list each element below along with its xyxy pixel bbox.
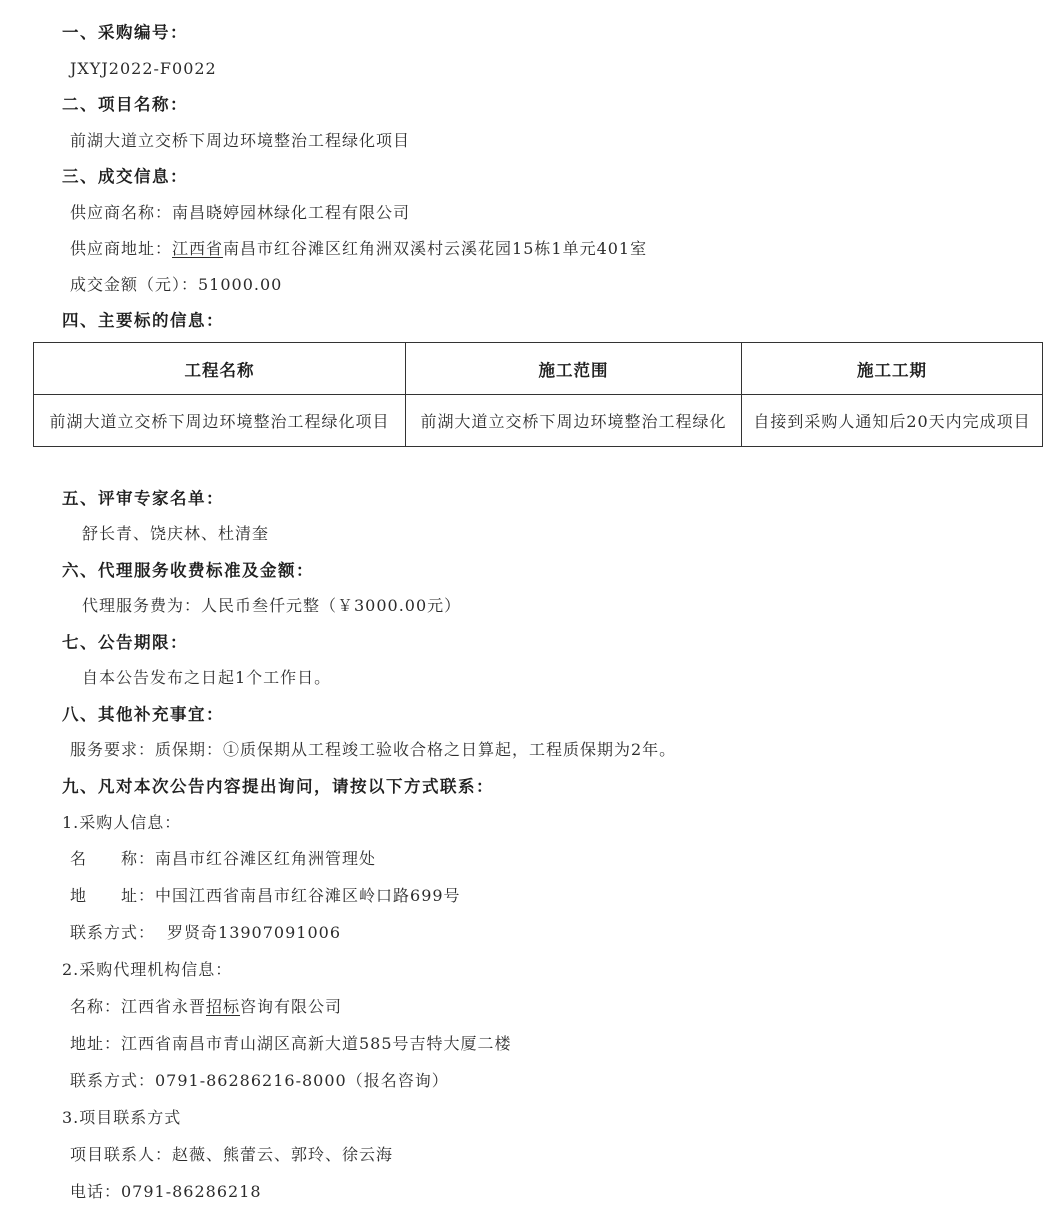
supplier-name-label: 供应商名称： <box>70 203 173 222</box>
purchaser-name-line <box>70 848 376 870</box>
section-3-title: 三、成交信息： <box>62 167 188 186</box>
project-contact-people: 项目联系人：赵薇、熊蕾云、郭玲、徐云海 <box>70 1145 394 1164</box>
supplier-address-province: 江西省 <box>172 239 224 258</box>
section-7-title: 七、公告期限： <box>62 633 188 652</box>
purchaser-info-title: 1.采购人信息： <box>62 813 182 832</box>
main-subject-table <box>33 342 1043 447</box>
agency-address: 地址：江西省南昌市青山湖区高新大道585号吉特大厦二楼 <box>70 1034 512 1053</box>
project-contact-title: 3.项目联系方式 <box>62 1108 182 1127</box>
table-header-cell: 施工工期 <box>742 343 1043 395</box>
deal-amount: 成交金额（元）：51000.00 <box>70 275 283 294</box>
announcement-period: 自本公告发布之日起1个工作日。 <box>82 668 332 687</box>
project-phone: 电话：0791-86286218 <box>70 1182 262 1201</box>
purchaser-address-value: 中国江西省南昌市红谷滩区岭口路699号 <box>155 886 461 905</box>
section-9-title: 九、凡对本次公告内容提出询问，请按以下方式联系： <box>62 777 494 796</box>
purchaser-name-value: 南昌市红谷滩区红角洲管理处 <box>155 849 377 868</box>
table-cell: 自接到采购人通知后20天内完成项目 <box>742 395 1043 447</box>
supplier-address-line <box>70 238 647 260</box>
section-6-title: 六、代理服务收费标准及金额： <box>62 561 314 580</box>
table-cell: 前湖大道立交桥下周边环境整治工程绿化项目 <box>34 395 406 447</box>
supplier-name-line <box>70 202 410 224</box>
agency-info-title: 2.采购代理机构信息： <box>62 960 233 979</box>
supplier-address-rest: 南昌市红谷滩区红角洲双溪村云溪花园15栋1单元401室 <box>223 239 648 258</box>
section-2-title: 二、项目名称： <box>62 95 188 114</box>
supplier-address-label: 供应商地址： <box>70 239 173 258</box>
purchaser-contact-value: 罗贤奇13907091006 <box>167 923 341 942</box>
expert-list: 舒长青、饶庆林、杜清奎 <box>82 524 270 543</box>
agency-name-suffix: 咨询有限公司 <box>240 997 343 1016</box>
table-header-cell: 工程名称 <box>34 343 406 395</box>
purchaser-address-label: 地 址： <box>70 886 156 905</box>
purchaser-contact-label: 联系方式： <box>70 923 156 942</box>
procurement-number: JXYJ2022-F0022 <box>70 59 217 78</box>
table-header-cell: 施工范围 <box>406 343 742 395</box>
agency-contact: 联系方式：0791-86286216-8000（报名咨询） <box>70 1071 449 1090</box>
purchaser-contact-line <box>70 922 341 944</box>
section-4-title: 四、主要标的信息： <box>62 311 224 330</box>
supplier-name-value: 南昌晓婷园林绿化工程有限公司 <box>172 203 411 222</box>
purchaser-name-label: 名 称： <box>70 849 156 868</box>
agency-name-prefix: 名称：江西省永晋 <box>70 997 207 1016</box>
agency-name-underlined: 招标 <box>206 997 241 1016</box>
service-requirement: 服务要求：质保期：①质保期从工程竣工验收合格之日算起，工程质保期为2年。 <box>70 740 677 759</box>
table-header-row <box>34 343 1043 395</box>
table-cell: 前湖大道立交桥下周边环境整治工程绿化 <box>406 395 742 447</box>
table-row <box>34 395 1043 447</box>
section-5-title: 五、评审专家名单： <box>62 489 224 508</box>
project-name: 前湖大道立交桥下周边环境整治工程绿化项目 <box>70 131 411 150</box>
agency-name-line <box>70 996 342 1018</box>
agency-fee: 代理服务费为：人民币叁仟元整（￥3000.00元） <box>82 596 462 615</box>
section-1-title: 一、采购编号： <box>62 23 188 42</box>
purchaser-address-line <box>70 885 461 907</box>
section-8-title: 八、其他补充事宜： <box>62 705 224 724</box>
